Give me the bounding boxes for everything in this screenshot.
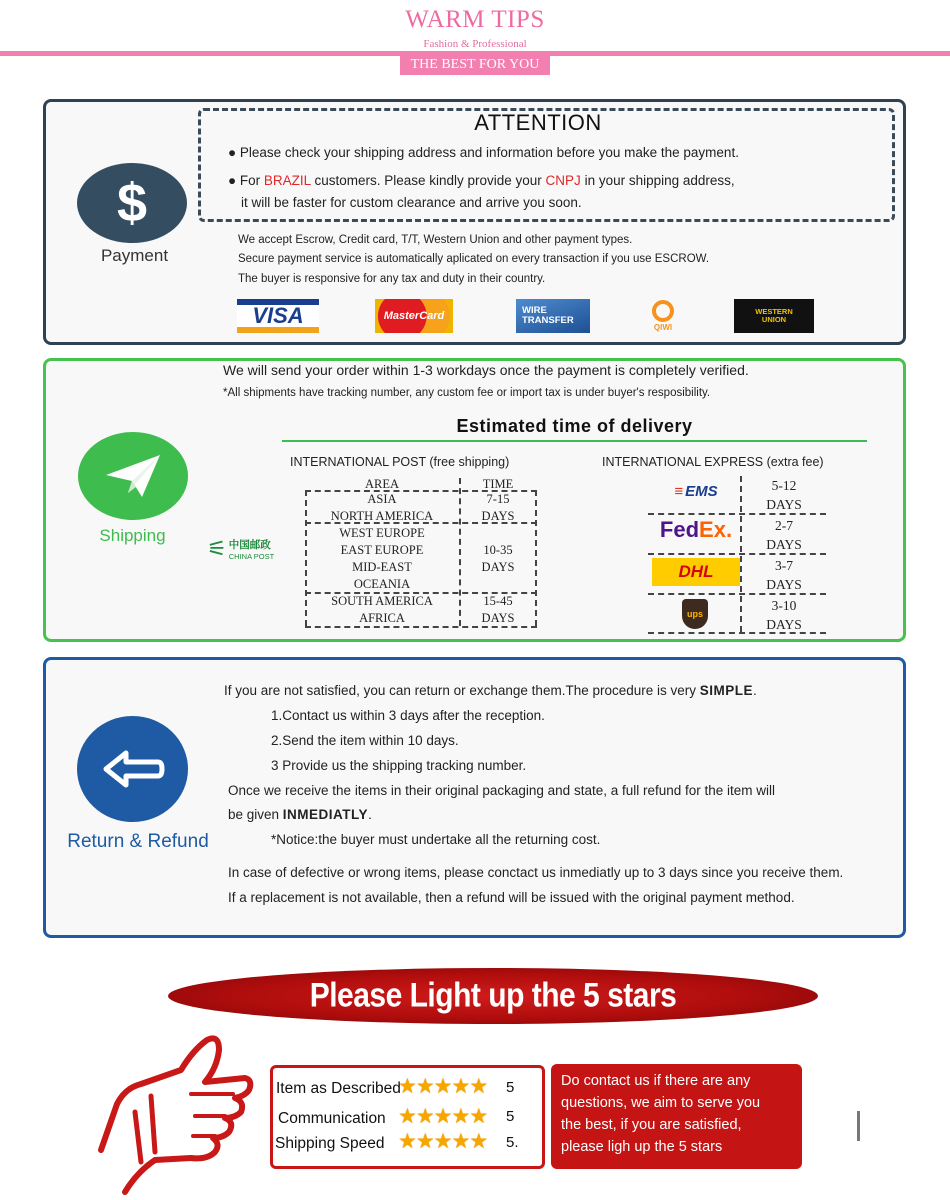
- western-union-logo: WESTERN UNION: [734, 299, 814, 333]
- paper-plane-icon: [78, 432, 188, 520]
- rating-value: 5: [506, 1079, 515, 1096]
- area-cell: NORTH AMERICA: [330, 509, 434, 523]
- star-icon[interactable]: ★: [433, 1130, 452, 1153]
- time-cell: 7-15: [486, 492, 510, 506]
- china-post-icon: ⚟: [207, 536, 227, 561]
- qiwi-icon: [652, 300, 674, 322]
- time-cell: DAYS: [481, 560, 515, 574]
- rating-label: Item as Described: [276, 1080, 401, 1097]
- return-step-2: 2.Send the item within 10 days.: [271, 733, 459, 748]
- star-icon[interactable]: ★: [415, 1075, 434, 1098]
- return-step-3: 3 Provide us the shipping tracking number.: [271, 758, 527, 773]
- area-cell: ASIA: [367, 492, 397, 506]
- area-cell: WEST EUROPE: [339, 526, 425, 540]
- area-cell: MID-EAST: [352, 560, 412, 574]
- fedex-days: 2-7 DAYS: [766, 518, 802, 552]
- star-rating[interactable]: [398, 1104, 487, 1129]
- refund-line-1: Once we receive the items in their original packaging and state, a full refund for the item will: [228, 783, 776, 798]
- post-delivery-table: [305, 478, 537, 628]
- contact-message-box: [551, 1064, 802, 1169]
- rating-value: 5: [506, 1108, 515, 1125]
- message-line: please ligh up the 5 stars: [561, 1139, 723, 1155]
- header-badge: THE BEST FOR YOU: [400, 55, 550, 75]
- china-post-logo: ⚟ 中国邮政 CHINA POST: [207, 536, 275, 561]
- fedex-logo: Fed Ex.: [659, 517, 733, 542]
- visa-logo: VISA: [237, 299, 319, 333]
- mastercard-logo: MasterCard: [375, 299, 453, 333]
- return-notice: *Notice:the buyer must undertake all the returning cost.: [271, 832, 601, 847]
- dhl-days: 3-7 DAYS: [766, 558, 802, 592]
- thumbs-up-icon: [95, 1032, 255, 1197]
- defect-line-2: If a replacement is not available, then a refund will be issued with the original payment method.: [228, 890, 795, 905]
- star-icon[interactable]: ★: [451, 1075, 470, 1098]
- time-cell: 15-45: [483, 594, 513, 608]
- page-subtitle: Fashion & Professional: [423, 38, 527, 50]
- ups-logo: ups: [682, 599, 708, 629]
- shipping-label: Shipping: [99, 526, 166, 545]
- attention-line-3: it will be faster for custom clearance and arrive you soon.: [241, 195, 582, 210]
- star-icon[interactable]: ★: [469, 1075, 488, 1098]
- back-arrow-icon: [77, 716, 188, 822]
- dhl-logo: DHL: [652, 558, 740, 586]
- divider-mark: [857, 1111, 860, 1141]
- star-icon[interactable]: ★: [469, 1130, 488, 1153]
- cnpj-highlight: CNPJ: [545, 173, 581, 188]
- time-cell: DAYS: [481, 611, 515, 625]
- payment-info-line: We accept Escrow, Credit card, T/T, Western Union and other payment types.: [238, 234, 633, 246]
- return-step-1: 1.Contact us within 3 days after the reception.: [271, 708, 545, 723]
- attention-title: ATTENTION: [474, 110, 602, 135]
- qiwi-logo: QIWI: [640, 299, 686, 333]
- rating-value: 5.: [506, 1134, 519, 1151]
- rating-label: Shipping Speed: [275, 1135, 385, 1152]
- time-cell: 10-35: [483, 543, 513, 557]
- star-icon[interactable]: ★: [433, 1105, 452, 1128]
- star-icon[interactable]: ★: [415, 1130, 434, 1153]
- return-label: Return & Refund: [67, 831, 209, 852]
- star-icon[interactable]: ★: [451, 1105, 470, 1128]
- page-title: WARM TIPS: [405, 6, 545, 33]
- area-cell: EAST EUROPE: [340, 543, 424, 557]
- five-stars-banner: Please Light up the 5 stars: [168, 968, 818, 1024]
- payment-info-line: Secure payment service is automatically aplicated on every transaction if you use ESCROW.: [238, 253, 710, 265]
- shipping-line-1: We will send your order within 1-3 workdays once the payment is completely verified.: [223, 362, 749, 378]
- time-header: TIME: [482, 477, 514, 491]
- attention-line-2: ● For BRAZIL customers. Please kindly provide your CNPJ in your shipping address,: [228, 173, 735, 188]
- star-icon[interactable]: ★: [398, 1130, 416, 1153]
- message-line: questions, we aim to serve you: [561, 1095, 761, 1111]
- message-line: Do contact us if there are any: [561, 1073, 751, 1089]
- return-intro: If you are not satisfied, you can return or exchange them.The procedure is very SIMPLE.: [224, 683, 757, 698]
- area-cell: AFRICA: [359, 611, 405, 625]
- star-icon[interactable]: ★: [415, 1105, 434, 1128]
- star-icon[interactable]: ★: [451, 1130, 470, 1153]
- star-rating[interactable]: [398, 1129, 487, 1154]
- ems-days: 5-12 DAYS: [766, 478, 802, 512]
- post-column-header: INTERNATIONAL POST (free shipping): [290, 455, 510, 469]
- bullet-icon: ●: [228, 145, 240, 160]
- ems-logo: ≡ EMS: [674, 482, 718, 500]
- estimated-divider: [282, 440, 867, 442]
- shipping-line-2: *All shipments have tracking number, any custom fee or import tax is under buyer's resposibility.: [223, 387, 711, 399]
- star-icon[interactable]: ★: [398, 1105, 416, 1128]
- message-line: the best, if you are satisfied,: [561, 1117, 742, 1133]
- star-icon[interactable]: ★: [398, 1075, 416, 1098]
- area-cell: SOUTH AMERICA: [331, 594, 433, 608]
- express-column-header: INTERNATIONAL EXPRESS (extra fee): [602, 455, 824, 469]
- bullet-icon: ●: [228, 173, 240, 188]
- estimated-delivery-title: Estimated time of delivery: [456, 416, 693, 436]
- brazil-highlight: BRAZIL: [263, 173, 311, 188]
- star-rating[interactable]: [398, 1074, 487, 1099]
- star-icon[interactable]: ★: [469, 1105, 488, 1128]
- refund-line-2: be given INMEDIATLY.: [228, 807, 372, 822]
- wire-transfer-logo: WIRE TRANSFER: [516, 299, 590, 333]
- dollar-icon: $: [77, 163, 187, 243]
- payment-info-line: The buyer is responsive for any tax and duty in their country.: [238, 273, 546, 285]
- ems-wing-icon: ≡: [674, 482, 684, 500]
- time-cell: DAYS: [481, 509, 515, 523]
- star-icon[interactable]: ★: [433, 1075, 452, 1098]
- attention-line-1: ● Please check your shipping address and information before you make the payment.: [228, 145, 739, 160]
- ups-days: 3-10 DAYS: [766, 598, 802, 632]
- defect-line-1: In case of defective or wrong items, please conctact us inmediatly up to 3 days since you receive them.: [228, 865, 844, 880]
- payment-label: Payment: [100, 246, 169, 265]
- rating-label: Communication: [278, 1110, 386, 1127]
- area-header: AREA: [364, 477, 400, 491]
- area-cell: OCEANIA: [353, 577, 411, 591]
